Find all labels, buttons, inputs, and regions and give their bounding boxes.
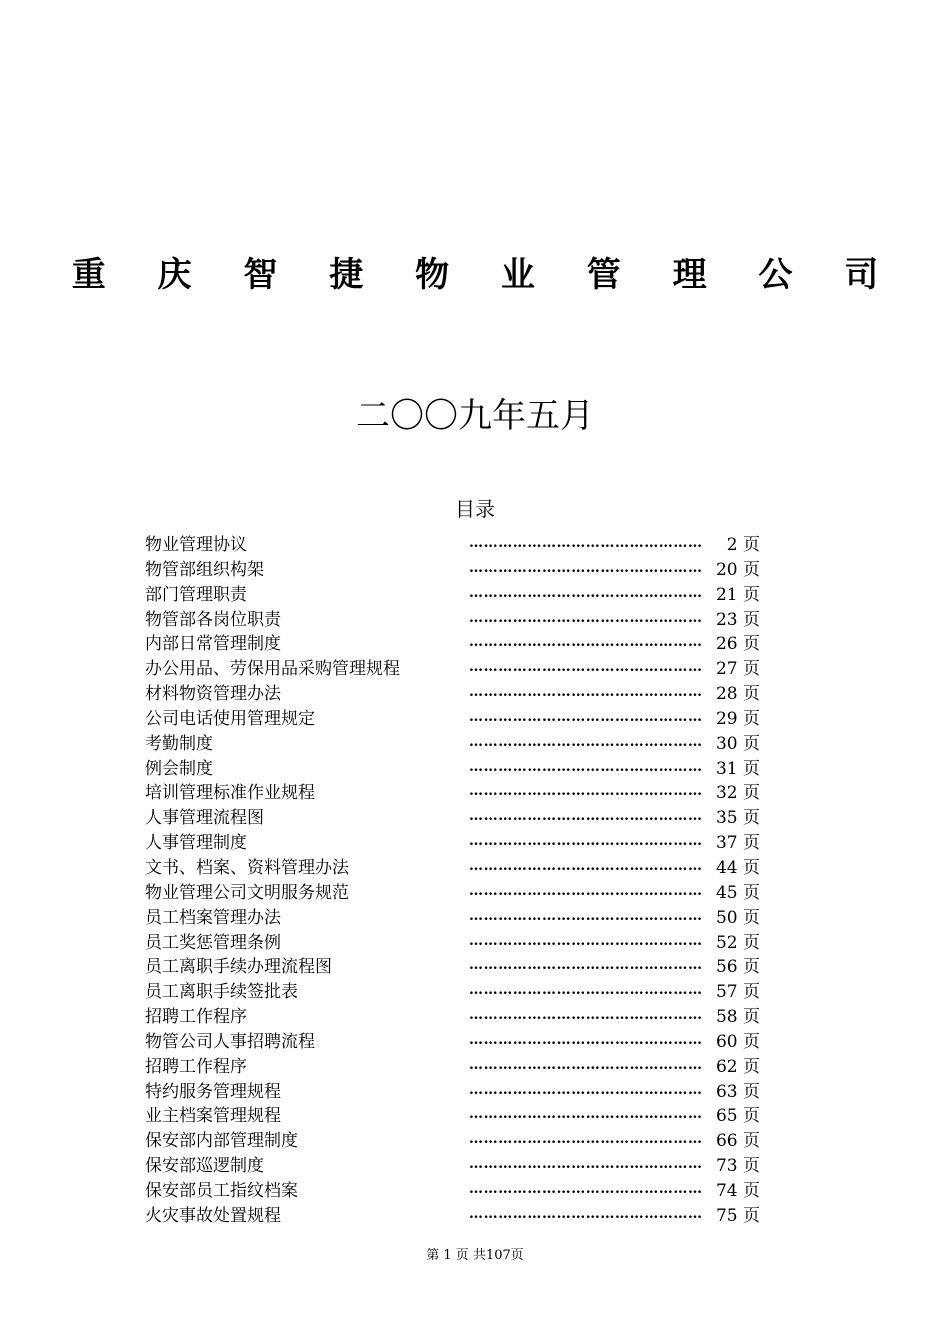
toc-dot-leader: ………………………………………… [469,857,703,874]
toc-item-title: 员工档案管理办法 [145,907,281,928]
toc-item-page: 65 页 [715,1106,760,1127]
toc-dot-leader: ………………………………………… [469,1205,703,1222]
toc-dot-leader: ………………………………………… [469,1180,703,1197]
toc-item-title: 培训管理标准作业规程 [145,783,315,804]
table-of-contents [145,533,760,1229]
toc-item-page: 20 页 [715,559,760,580]
toc-item[interactable] [145,707,760,732]
toc-item-page: 21 页 [715,584,760,605]
toc-item-title: 人事管理流程图 [145,808,264,829]
toc-item[interactable] [145,1005,760,1030]
toc-item[interactable] [145,1204,760,1229]
toc-item-title: 人事管理制度 [145,833,247,854]
toc-item-page: 29 页 [715,708,760,729]
toc-item-title: 火灾事故处置规程 [145,1205,281,1226]
toc-item-page: 28 页 [715,684,760,705]
toc-dot-leader: ………………………………………… [469,1156,703,1173]
toc-dot-leader: ………………………………………… [469,684,703,701]
toc-dot-leader: ………………………………………… [469,1056,703,1073]
toc-dot-leader: ………………………………………… [469,907,703,924]
toc-item-page: 50 页 [715,907,760,928]
toc-item-title: 员工奖惩管理条例 [145,932,281,953]
company-title: 重 庆 智 捷 物 业 管 理 公 司 [71,255,899,295]
toc-dot-leader: ………………………………………… [469,708,703,725]
toc-dot-leader: ………………………………………… [469,1031,703,1048]
toc-item-page: 37 页 [715,833,760,854]
toc-item-title: 部门管理职责 [145,584,247,605]
toc-item-title: 物业管理公司文明服务规范 [145,882,349,903]
toc-dot-leader: ………………………………………… [469,833,703,850]
toc-item[interactable] [145,732,760,757]
toc-dot-leader: ………………………………………… [469,659,703,676]
toc-item[interactable] [145,1080,760,1105]
toc-item-title: 考勤制度 [145,733,213,754]
toc-item[interactable] [145,1055,760,1080]
toc-item[interactable] [145,806,760,831]
toc-item[interactable] [145,1030,760,1055]
toc-item[interactable] [145,583,760,608]
toc-dot-leader: ………………………………………… [469,758,703,775]
toc-item-title: 业主档案管理规程 [145,1106,281,1127]
toc-item-title: 保安部内部管理制度 [145,1131,298,1152]
toc-item[interactable] [145,682,760,707]
toc-item-page: 26 页 [715,634,760,655]
toc-dot-leader: ………………………………………… [469,982,703,999]
toc-item-title: 物业管理协议 [145,535,247,555]
page-footer: 第 1 页 共107页 [426,1248,524,1263]
toc-item-page: 58 页 [715,1007,760,1028]
toc-dot-leader: ………………………………………… [469,1081,703,1098]
toc-item-page: 35 页 [715,808,760,829]
toc-item[interactable] [145,757,760,782]
toc-item-title: 特约服务管理规程 [145,1081,281,1102]
toc-dot-leader: ………………………………………… [469,1131,703,1148]
toc-item-page: 62 页 [715,1056,760,1077]
toc-item-title: 保安部巡逻制度 [145,1156,264,1177]
toc-item-title: 员工离职手续办理流程图 [145,957,332,978]
toc-item-page: 45 页 [715,882,760,903]
toc-dot-leader: ………………………………………… [469,559,703,576]
toc-item-page: 60 页 [715,1031,760,1052]
toc-item[interactable] [145,955,760,980]
toc-dot-leader: ………………………………………… [469,882,703,899]
toc-item[interactable] [145,558,760,583]
toc-item[interactable] [145,980,760,1005]
toc-item-page: 44 页 [715,857,760,878]
toc-item-title: 材料物资管理办法 [145,684,281,705]
toc-item[interactable] [145,931,760,956]
toc-item-page: 73 页 [715,1156,760,1177]
toc-item[interactable] [145,831,760,856]
toc-item-page: 30 页 [715,733,760,754]
toc-item[interactable] [145,608,760,633]
toc-item[interactable] [145,632,760,657]
toc-dot-leader: ………………………………………… [469,584,703,601]
toc-item-title: 招聘工作程序 [145,1007,247,1028]
toc-dot-leader: ………………………………………… [469,1007,703,1024]
toc-dot-leader: ………………………………………… [469,957,703,974]
toc-item-title: 保安部员工指纹档案 [145,1180,298,1201]
toc-item[interactable] [145,1179,760,1204]
toc-dot-leader: ………………………………………… [469,932,703,949]
toc-item-title: 文书、档案、资料管理办法 [145,857,349,878]
toc-item-page: 57 页 [715,982,760,1003]
toc-dot-leader: ………………………………………… [469,1106,703,1123]
toc-dot-leader: ………………………………………… [469,808,703,825]
toc-item-title: 物管部组织构架 [145,559,264,580]
toc-item-page: 75 页 [715,1205,760,1226]
toc-dot-leader: ………………………………………… [469,535,703,551]
toc-item-title: 物管部各岗位职责 [145,609,281,630]
toc-item-page: 23 页 [715,609,760,630]
toc-item-page: 56 页 [715,957,760,978]
toc-item-page: 31 页 [715,758,760,779]
toc-dot-leader: ………………………………………… [469,783,703,800]
toc-item-page: 66 页 [715,1131,760,1152]
toc-item-page: 2 页 [726,535,760,555]
toc-item[interactable] [145,1129,760,1154]
toc-item[interactable] [145,781,760,806]
toc-item-title: 招聘工作程序 [145,1056,247,1077]
toc-item-title: 内部日常管理制度 [145,634,281,655]
toc-item-title: 例会制度 [145,758,213,779]
toc-item-page: 32 页 [715,783,760,804]
toc-item[interactable] [145,1104,760,1129]
toc-item-page: 63 页 [715,1081,760,1102]
toc-dot-leader: ………………………………………… [469,634,703,651]
toc-item-page: 74 页 [715,1180,760,1201]
toc-item[interactable] [145,1154,760,1179]
toc-item-title: 物管公司人事招聘流程 [145,1031,315,1052]
toc-item[interactable] [145,657,760,682]
toc-item[interactable] [145,906,760,931]
toc-item-title: 公司电话使用管理规定 [145,708,315,729]
toc-item-page: 52 页 [715,932,760,953]
toc-dot-leader: ………………………………………… [469,609,703,626]
toc-item-page: 27 页 [715,659,760,680]
toc-item-title: 办公用品、劳保用品采购管理规程 [145,659,400,680]
toc-item[interactable] [145,533,760,558]
toc-item[interactable] [145,856,760,881]
toc-item[interactable] [145,881,760,906]
document-date: 二〇〇九年五月 [356,396,594,436]
toc-dot-leader: ………………………………………… [469,733,703,750]
toc-heading: 目录 [455,497,495,521]
toc-item-title: 员工离职手续签批表 [145,982,298,1003]
